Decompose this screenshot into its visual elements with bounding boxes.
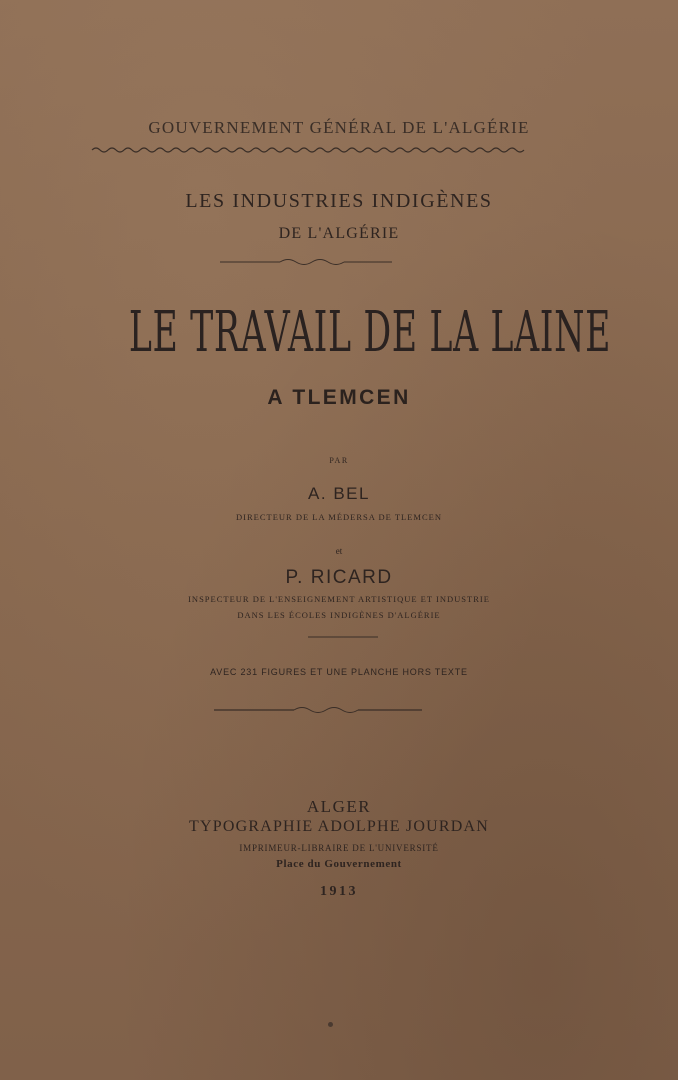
imprint-year: 1913: [320, 884, 358, 899]
wavy-rule-top: [90, 144, 526, 156]
imprint-printer: TYPOGRAPHIE ADOLPHE JOURDAN: [189, 818, 489, 835]
author-one-role: DIRECTEUR DE LA MÉDERSA DE TLEMCEN: [236, 512, 442, 522]
ornament-rule-1: [218, 256, 394, 268]
imprint-place: Place du Gouvernement: [276, 858, 402, 870]
government-header: GOUVERNEMENT GÉNÉRAL DE L'ALGÉRIE: [148, 118, 530, 137]
short-rule: [308, 635, 378, 639]
imprint-city: ALGER: [306, 797, 372, 816]
series-title-line2: DE L'ALGÉRIE: [278, 225, 400, 242]
book-subtitle: A TLEMCEN: [267, 386, 411, 409]
figures-note: AVEC 231 FIGURES ET UNE PLANCHE HORS TEXTE: [210, 667, 468, 677]
par-label: PAR: [329, 456, 349, 465]
ornament-rule-2: [212, 704, 424, 716]
paper-mark: [328, 1022, 333, 1027]
author-two-role-line1: INSPECTEUR DE L'ENSEIGNEMENT ARTISTIQUE ET INDUSTRIE: [188, 594, 490, 604]
author-two-role-line2: DANS LES ÉCOLES INDIGÈNES D'ALGÉRIE: [237, 610, 441, 620]
book-title: LE TRAVAIL DE LA LAINE: [128, 300, 612, 365]
conjunction-et: et: [335, 546, 343, 556]
author-one-name: A. BEL: [308, 484, 370, 503]
series-title-line1: LES INDUSTRIES INDIGÈNES: [185, 190, 493, 212]
author-two-name: P. RICARD: [285, 567, 393, 588]
imprint-printer-sub: IMPRIMEUR-LIBRAIRE DE L'UNIVERSITÉ: [239, 843, 439, 853]
